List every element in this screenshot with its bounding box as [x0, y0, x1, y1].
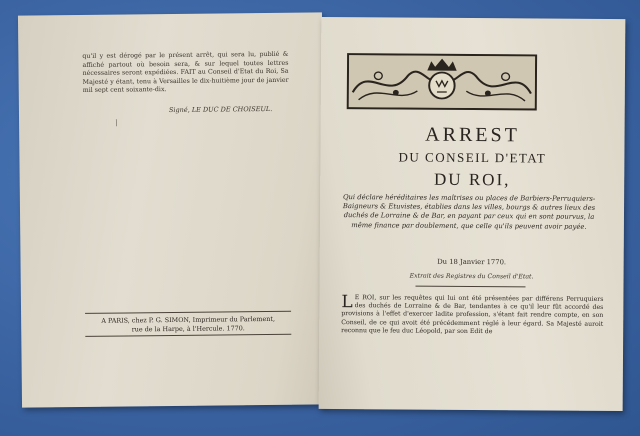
signature: Signé, LE DUC DE CHOISEUL.: [168, 104, 273, 115]
document-date: Du 18 Janvier 1770.: [437, 257, 507, 267]
left-paragraph: qu'il y est dérogé par le présent arrêt, qui sera lu, publié & affiché partout où besoin sera, & sur lequel toutes lettres nécessaires seront expédiées. FAIT au Conseil d'Etat du Roi, Sa Majesté y étant, tenu à Versailles le dix-huitième jour de janvier mil sept cent soixante-dix.: [82, 50, 289, 95]
printer-imprint: [85, 311, 291, 337]
royal-arms-ornament-icon: [347, 53, 537, 110]
document-title-line-3: DU ROI,: [434, 169, 511, 190]
imprint-line-1: A PARIS, chez P. G. SIMON, Imprimeur du Parlement,: [101, 314, 276, 325]
left-page: [18, 12, 326, 407]
document-title: ARREST: [425, 123, 520, 147]
drop-cap: L: [341, 292, 353, 313]
divider: [415, 286, 525, 288]
imprint-line-2: rue de la Harpe, à l'Hercule. 1770.: [131, 323, 245, 334]
register-extract-line: Extrait des Registres du Conseil d'Etat.: [409, 272, 534, 281]
body-paragraph: [341, 294, 603, 337]
right-page: [319, 17, 626, 411]
body-text: E ROI, sur les requêtes qui lui ont été présentées par différens Perruquiers des duchés de Lorraine & de Bar, tendantes à ce qu'il leur fût accordé des provisions à l'effet d'exercer ladite profession, s'étant fait rendre compte, en son Conseil, de ce qui avoit été précédemment réglé à leur égard. Sa Majesté auroit reconnu que le feu duc Léopold, par son Edit de: [341, 294, 604, 335]
document-subtitle: Qui déclare héréditaires les maîtrises ou places de Barbiers-Perruquiers-Baigneurs & Etuvistes, établies dans les villes, bourgs & autres lieux des duchés de Lorraine & de Bar, en payant par ceux qui en sont pourvus, la même finance par doublement, que celle qu'ils peuvent avoir payée.: [342, 193, 596, 231]
page-mark: |: [115, 118, 118, 127]
document-title-line-2: DU CONSEIL D'ETAT: [398, 149, 547, 166]
